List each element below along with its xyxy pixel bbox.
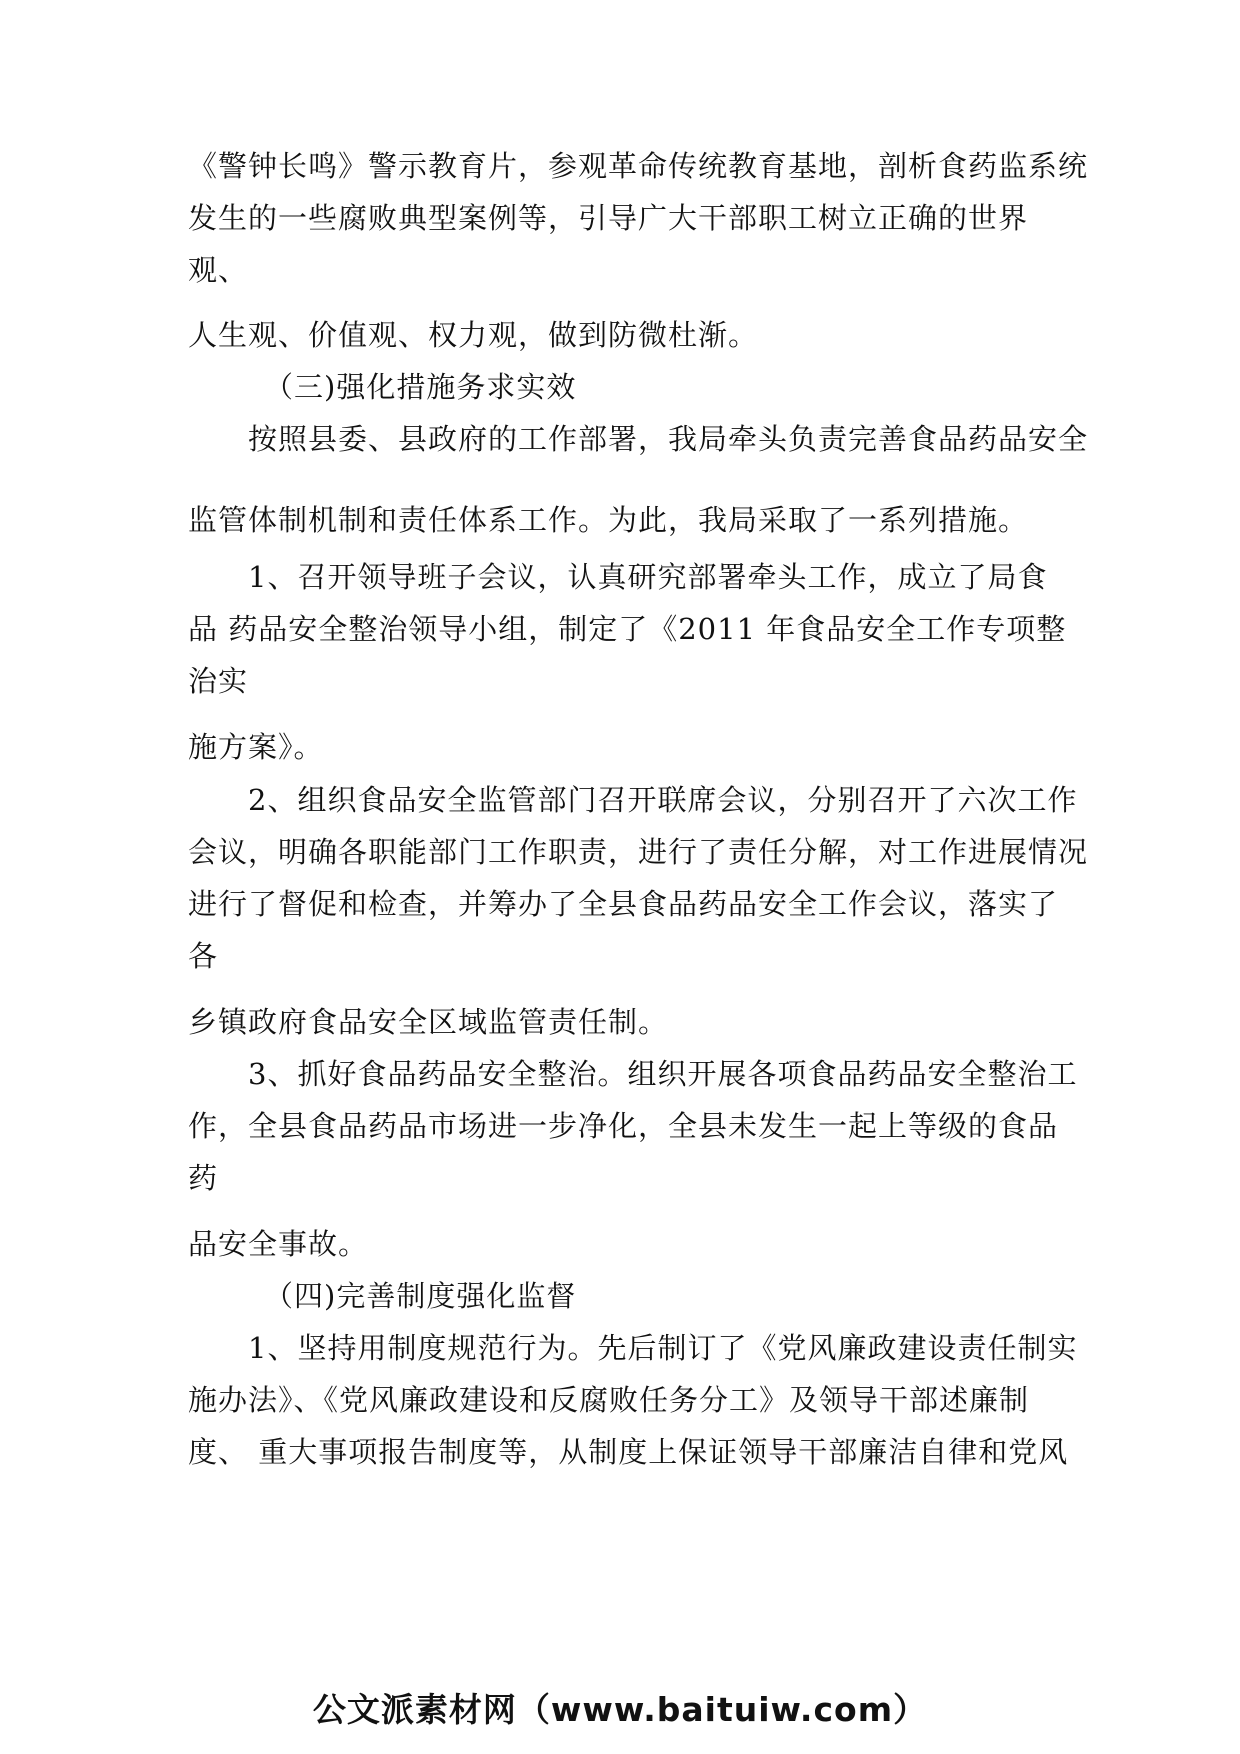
list-item-first-line: 2、组织食品安全监管部门召开联席会议，分别召开了六次工作 [248,783,1078,817]
list-item-first-line: 3、抓好食品药品安全整治。组织开展各项食品药品安全整治工 [248,1057,1078,1091]
list-item-first-line: 1、坚持用制度规范行为。先后制订了《党风廉政建设责任制实 [248,1331,1078,1365]
text-line: 进行了督促和检查，并筹办了全县食品药品安全工作会议，落实了 [188,887,1059,921]
text-line: 乡镇政府食品安全区域监管责任制。 [188,1005,669,1039]
text-line: 监管体制机制和责任体系工作。为此，我局采取了一系列措施。 [188,503,1029,537]
text-line: 《警钟长鸣》警示教育片，参观革命传统教育基地，剖析食药监系统 [188,149,1089,183]
footer-watermark: 公文派素材网（www.baituiw.com） [312,1690,928,1729]
text-line: 人生观、价值观、权力观，做到防微杜渐。 [188,318,759,352]
text-line: 度、 重大事项报告制度等，从制度上保证领导干部廉洁自律和党风 [188,1435,1069,1469]
text-line: 品 药品安全整治领导小组，制定了《2011 年食品安全工作专项整 [188,612,1067,646]
text-line: 施办法》、《党风廉政建设和反腐败任务分工》及领导干部述廉制 [188,1383,1030,1417]
text-line: 药 [188,1161,219,1195]
list-item-first-line: 1、召开领导班子会议，认真研究部署牵头工作，成立了局食 [248,560,1048,594]
text-line: 发生的一些腐败典型案例等，引导广大干部职工树立正确的世界 [188,201,1029,235]
text-line: 治实 [188,664,249,698]
text-line: 施方案》。 [188,730,324,764]
section-heading: （四)完善制度强化监督 [264,1279,577,1313]
text-line: 各 [188,939,219,973]
text-line: 作，全县食品药品市场进一步净化，全县未发生一起上等级的食品 [188,1109,1059,1143]
text-line: 品安全事故。 [188,1227,369,1261]
paragraph-first-line: 按照县委、县政府的工作部署，我局牵头负责完善食品药品安全 [248,422,1089,456]
section-heading: （三)强化措施务求实效 [264,370,577,404]
text-line: 会议，明确各职能部门工作职责，进行了责任分解，对工作进展情况 [188,835,1089,869]
text-line: 观、 [188,253,249,287]
